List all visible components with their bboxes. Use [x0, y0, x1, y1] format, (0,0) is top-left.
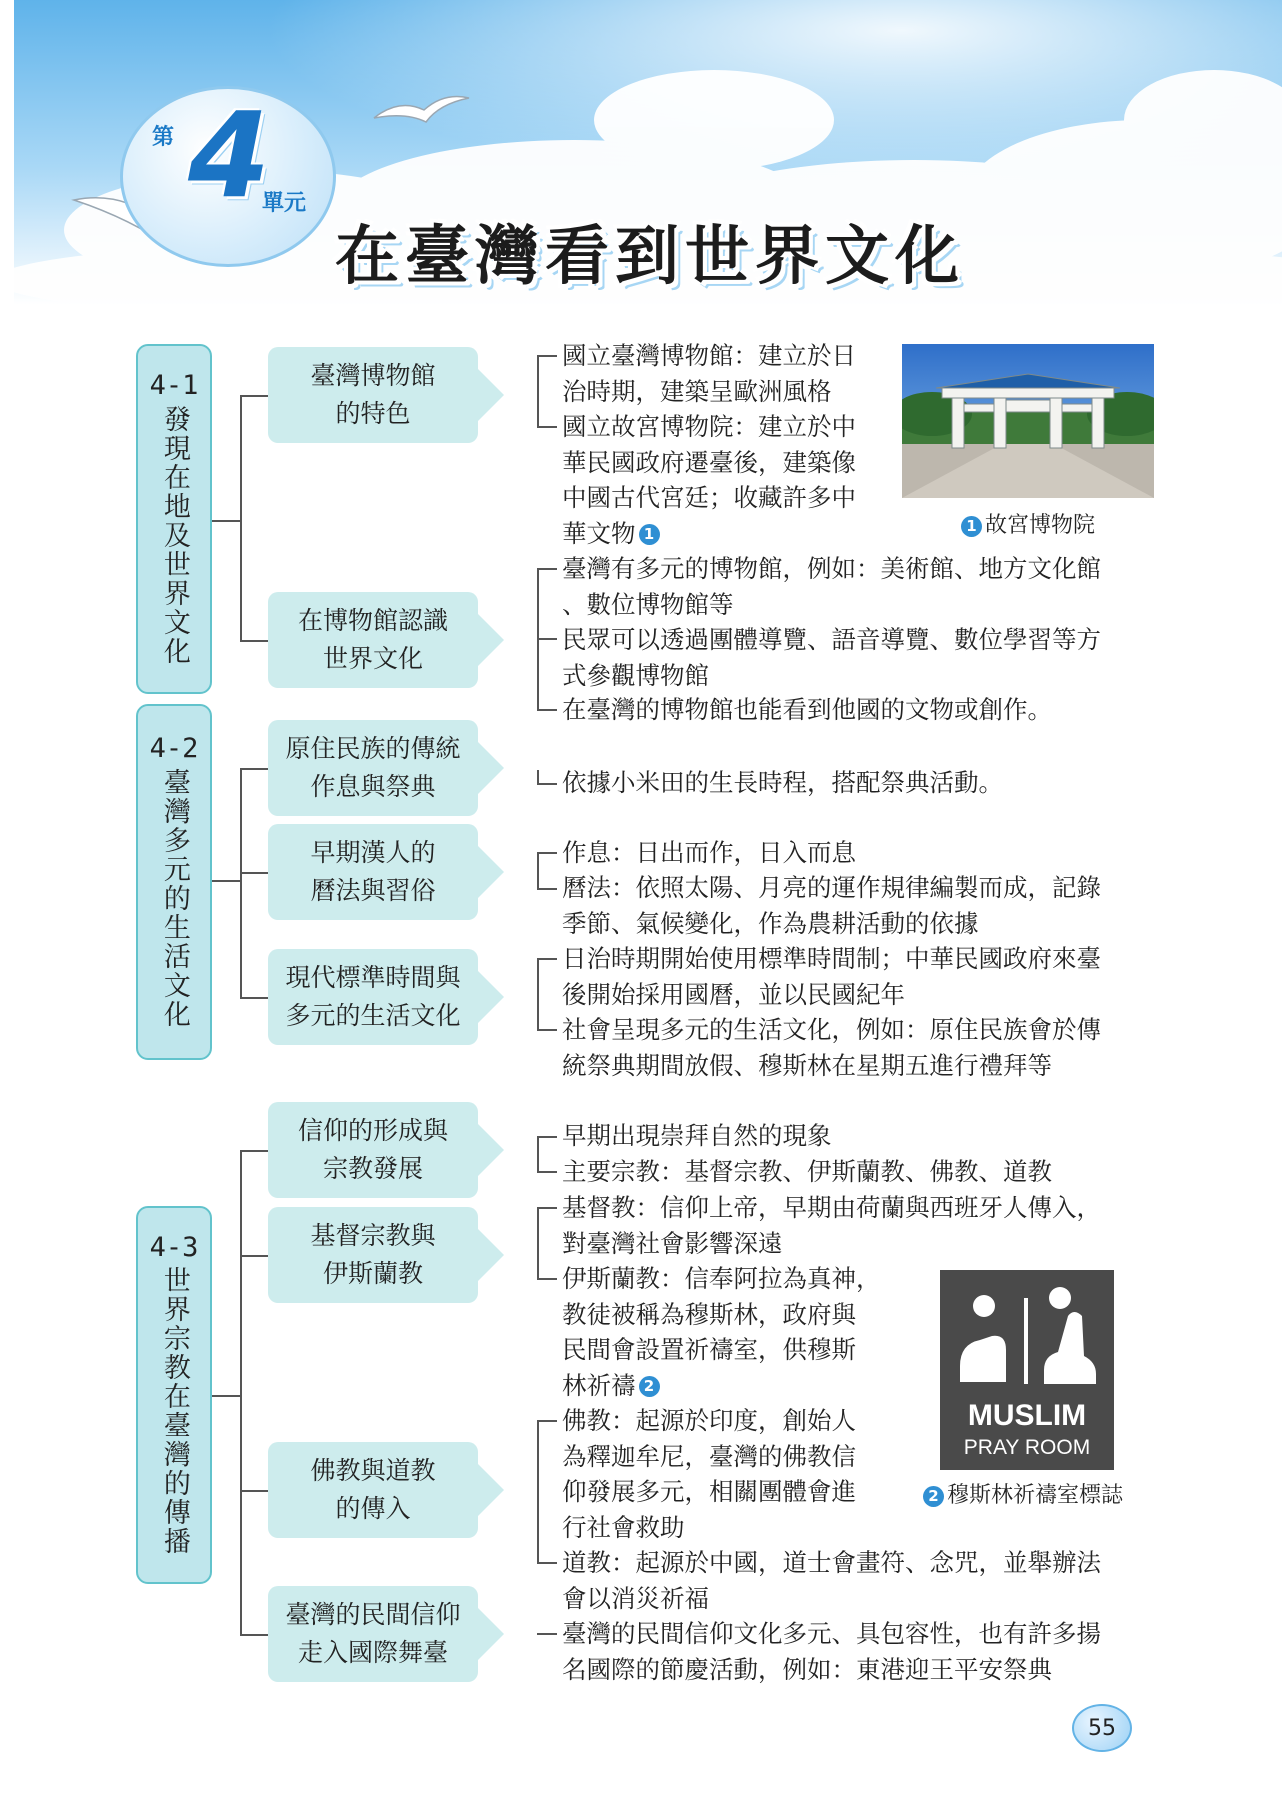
note-christ-2: 伊斯蘭教：信奉阿拉為真神， 教徒被稱為穆斯林，政府與 民間會設置祈禱室，供穆斯 林祈禱 2	[562, 1264, 881, 1400]
arrow-icon	[478, 846, 504, 898]
note-modern-2: 社會呈現多元的生活文化，例如：原住民族會於傳 統祭典期間放假、穆斯林在星期五進行禮拜等	[562, 1015, 1101, 1080]
figure-2-caption: 2 穆斯林祈禱室標誌	[920, 1478, 1123, 1509]
section-4-3	[136, 1206, 212, 1584]
figure-1-caption: 1 故宮博物院	[958, 508, 1095, 539]
unit-suffix: 單元	[262, 191, 307, 216]
section-name: 臺灣多元的生活文化	[158, 767, 190, 1029]
arrow-icon	[478, 1464, 504, 1516]
note-world-2: 民眾可以透過團體導覽、語音導覽、數位學習等方 式參觀博物館	[562, 625, 1101, 690]
note-folk-1: 臺灣的民間信仰文化多元、具包容性，也有許多揚 名國際的節慶活動，例如：東港迎王平安祭典	[562, 1619, 1101, 1684]
note-buddha-2: 道教：起源於中國，道士會畫符、念咒，並舉辦法 會以消災祈福	[562, 1548, 1101, 1613]
topic-christ-islam: 基督宗教與 伊斯蘭教	[268, 1207, 478, 1303]
arrow-icon	[478, 1124, 504, 1176]
note-faith-1: 早期出現崇拜自然的現象	[562, 1121, 832, 1150]
muslim-pray-room-sign	[940, 1270, 1114, 1470]
note-buddha-1: 佛教：起源於印度，創始人 為釋迦牟尼，臺灣的佛教信 仰發展多元，相關團體會進 行社會救助	[562, 1406, 856, 1542]
praying-figures-icon	[940, 1270, 1114, 1400]
note-museum-1: 國立臺灣博物館：建立於日 治時期，建築呈歐洲風格	[562, 341, 856, 406]
page-number: 55	[1072, 1704, 1132, 1752]
topic-museum-features: 臺灣博物館 的特色	[268, 347, 478, 443]
sign-line-1: MUSLIM	[967, 1399, 1087, 1432]
topic-indigenous: 原住民族的傳統 作息與祭典	[268, 720, 478, 816]
figure-2-badge: 2	[639, 1376, 660, 1397]
topic-han-calendar: 早期漢人的 曆法與習俗	[268, 824, 478, 920]
arrow-icon	[478, 971, 504, 1023]
note-han-2: 曆法：依照太陽、月亮的運作規律編製而成，記錄 季節、氣候變化，作為農耕活動的依據	[562, 873, 1101, 938]
figure-1-badge: 1	[639, 524, 660, 545]
unit-number: 4	[188, 86, 271, 224]
section-4-2	[136, 704, 212, 1060]
unit-prefix: 第	[152, 125, 175, 150]
arrow-icon	[478, 614, 504, 666]
sign-line-2: PRAY ROOM	[963, 1436, 1091, 1459]
note-world-1: 臺灣有多元的博物館，例如：美術館、地方文化館 、數位博物館等	[562, 554, 1101, 619]
section-number: 4-3	[149, 1231, 199, 1263]
section-4-1	[136, 344, 212, 694]
section-name: 世界宗教在臺灣的傳播	[158, 1266, 190, 1557]
note-museum-2: 國立故宮博物院：建立於中 華民國政府遷臺後，建築像 中國古代宮廷；收藏許多中 華文物 1	[562, 412, 856, 548]
arrow-icon	[478, 742, 504, 794]
arrow-icon	[478, 1229, 504, 1281]
topic-modern-time: 現代標準時間與 多元的生活文化	[268, 949, 478, 1045]
page-title: 在臺灣看到世界文化	[335, 220, 965, 294]
section-name: 發現在地及世界文化	[158, 404, 190, 666]
topic-folk-belief: 臺灣的民間信仰 走入國際舞臺	[268, 1586, 478, 1682]
note-faith-2: 主要宗教：基督宗教、伊斯蘭教、佛教、道教	[562, 1157, 1052, 1186]
note-indigenous: 依據小米田的生長時程，搭配祭典活動。	[562, 768, 1003, 797]
arrow-icon	[478, 1608, 504, 1660]
note-christ-1: 基督教：信仰上帝，早期由荷蘭與西班牙人傳入， 對臺灣社會影響深遠	[562, 1193, 1101, 1258]
note-world-3: 在臺灣的博物館也能看到他國的文物或創作。	[562, 695, 1052, 724]
section-number: 4-2	[149, 733, 199, 765]
topic-museum-world: 在博物館認識 世界文化	[268, 592, 478, 688]
section-number: 4-1	[149, 370, 199, 402]
palace-museum-photo	[902, 344, 1154, 498]
topic-buddha-tao: 佛教與道教 的傳入	[268, 1442, 478, 1538]
topic-faith: 信仰的形成與 宗教發展	[268, 1102, 478, 1198]
note-han-1: 作息：日出而作，日入而息	[562, 838, 856, 867]
arrow-icon	[478, 369, 504, 421]
note-modern-1: 日治時期開始使用標準時間制；中華民國政府來臺 後開始採用國曆，並以民國紀年	[562, 944, 1101, 1009]
